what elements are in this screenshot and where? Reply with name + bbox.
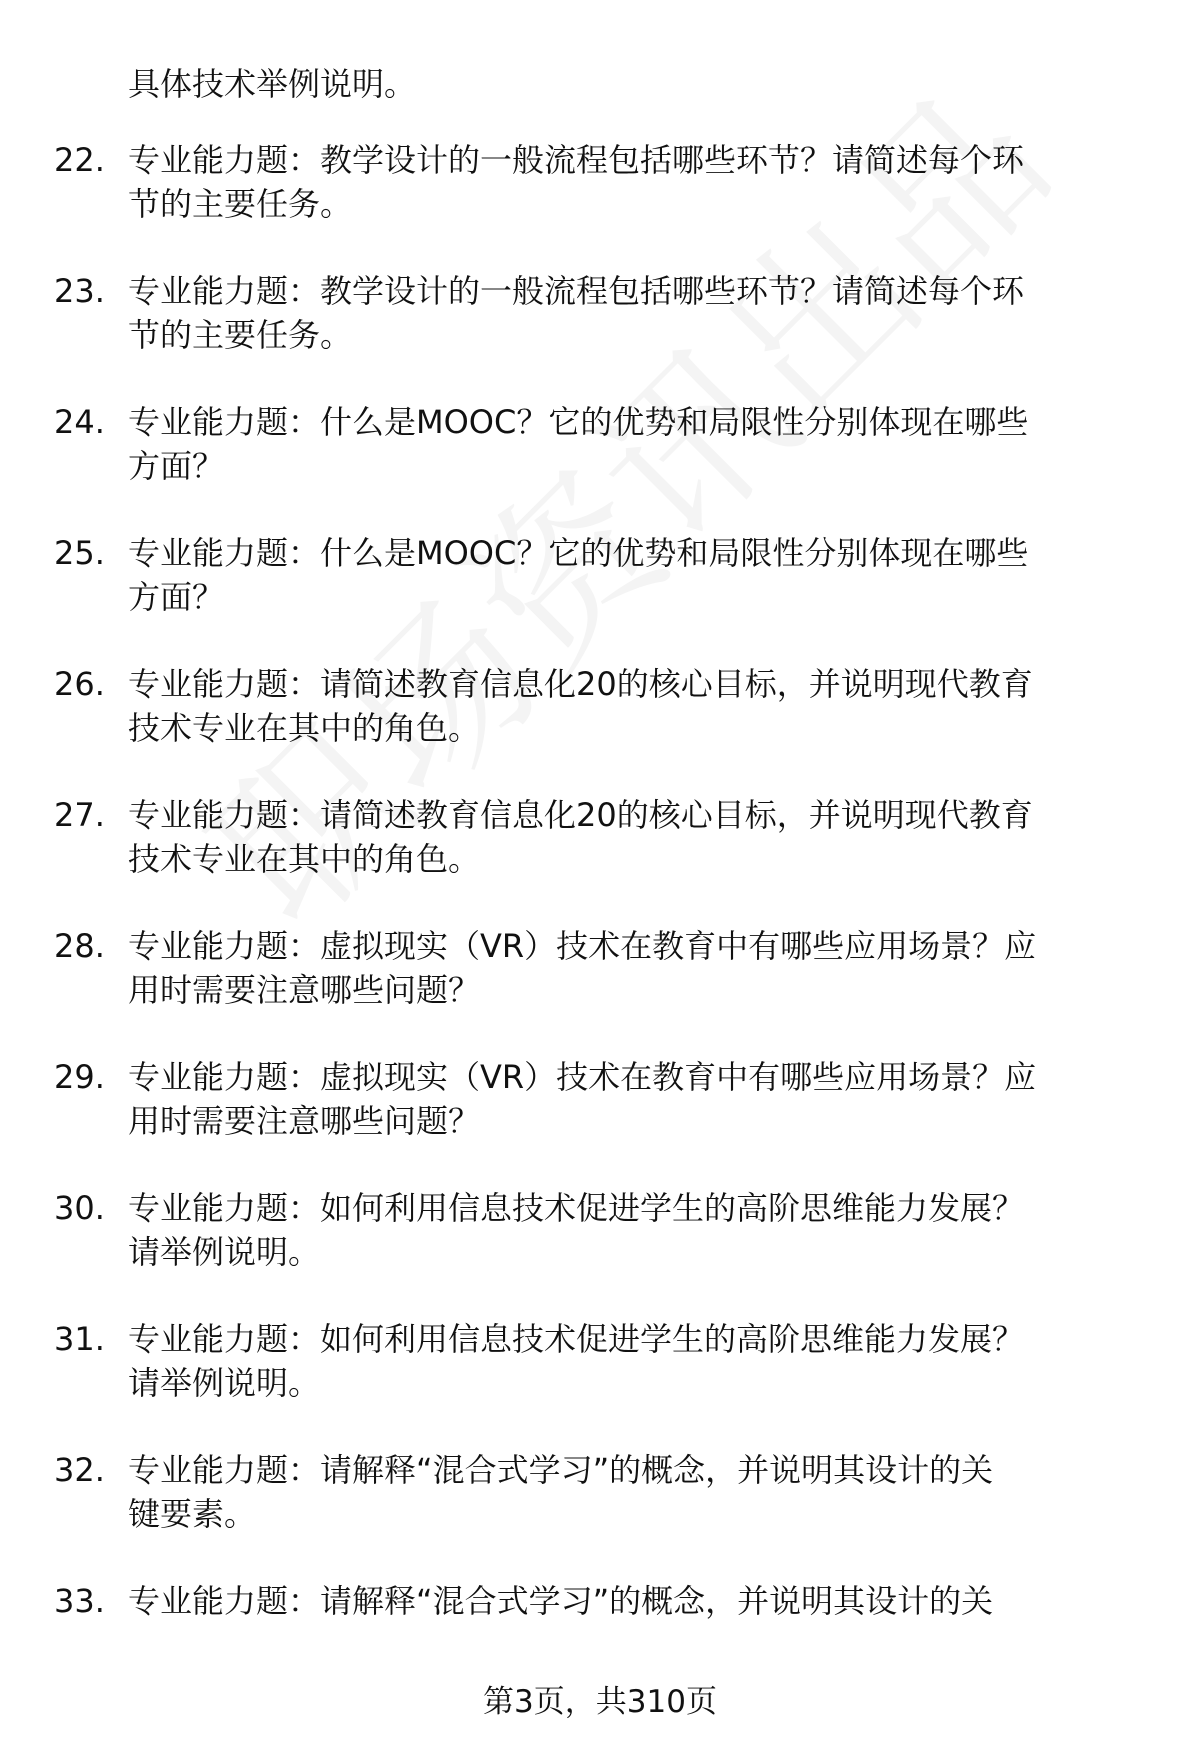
continued-question-text: 具体技术举例说明。 [128,65,417,103]
question-text-line-1: 专业能力题：什么是MOOC？它的优势和局限性分别体现在哪些 [128,403,1029,441]
question-text-line-2: 方面？ [128,578,225,616]
question-number: 29. [54,1058,105,1096]
question-text-line-1: 专业能力题：如何利用信息技术促进学生的高阶思维能力发展？ [128,1320,1025,1358]
question-item [0,531,1200,662]
question-text-line-2: 方面？ [128,447,225,485]
question-text-line-1: 专业能力题：虚拟现实（VR）技术在教育中有哪些应用场景？应 [128,927,1037,965]
question-item [0,1055,1200,1186]
question-text-line-2: 节的主要任务。 [128,185,353,223]
question-text-line-1: 专业能力题：教学设计的一般流程包括哪些环节？请简述每个环 [128,141,1025,179]
question-text-line-2: 用时需要注意哪些问题？ [128,971,481,1009]
question-text-line-1: 专业能力题：教学设计的一般流程包括哪些环节？请简述每个环 [128,272,1025,310]
question-text-line-2: 请举例说明。 [128,1233,321,1271]
question-item [0,400,1200,531]
question-number: 22. [54,141,105,179]
question-text-line-1: 专业能力题：什么是MOOC？它的优势和局限性分别体现在哪些 [128,534,1029,572]
page-number-footer: 第3页，共310页 [483,1684,717,1720]
question-number: 33. [54,1582,105,1620]
question-text-line-2: 技术专业在其中的角色。 [128,709,481,747]
question-number: 24. [54,403,105,441]
question-number: 31. [54,1320,105,1358]
question-text-line-2: 节的主要任务。 [128,316,353,354]
question-text-line-2: 技术专业在其中的角色。 [128,840,481,878]
question-item [0,924,1200,1055]
question-item [0,1186,1200,1317]
question-text-line-1: 专业能力题：如何利用信息技术促进学生的高阶思维能力发展？ [128,1189,1025,1227]
question-number: 27. [54,796,105,834]
question-text-line-2: 请举例说明。 [128,1364,321,1402]
question-text-line-2: 用时需要注意哪些问题？ [128,1102,481,1140]
question-number: 26. [54,665,105,703]
question-number: 23. [54,272,105,310]
question-item [0,1317,1200,1448]
question-text-line-1: 专业能力题：请简述教育信息化20的核心目标，并说明现代教育 [128,796,1033,834]
question-item [0,662,1200,793]
question-item [0,793,1200,924]
question-list [0,138,1200,1710]
question-number: 25. [54,534,105,572]
question-item [0,269,1200,400]
question-text-line-1: 专业能力题：请解释“混合式学习”的概念，并说明其设计的关 [128,1582,994,1620]
question-number: 28. [54,927,105,965]
question-text-line-1: 专业能力题：请解释“混合式学习”的概念，并说明其设计的关 [128,1451,994,1489]
question-number: 32. [54,1451,105,1489]
question-text-line-2: 键要素。 [128,1495,257,1533]
question-number: 30. [54,1189,105,1227]
question-text-line-1: 专业能力题：虚拟现实（VR）技术在教育中有哪些应用场景？应 [128,1058,1037,1096]
question-item [0,138,1200,269]
question-text-line-1: 专业能力题：请简述教育信息化20的核心目标，并说明现代教育 [128,665,1033,703]
question-item [0,1448,1200,1579]
